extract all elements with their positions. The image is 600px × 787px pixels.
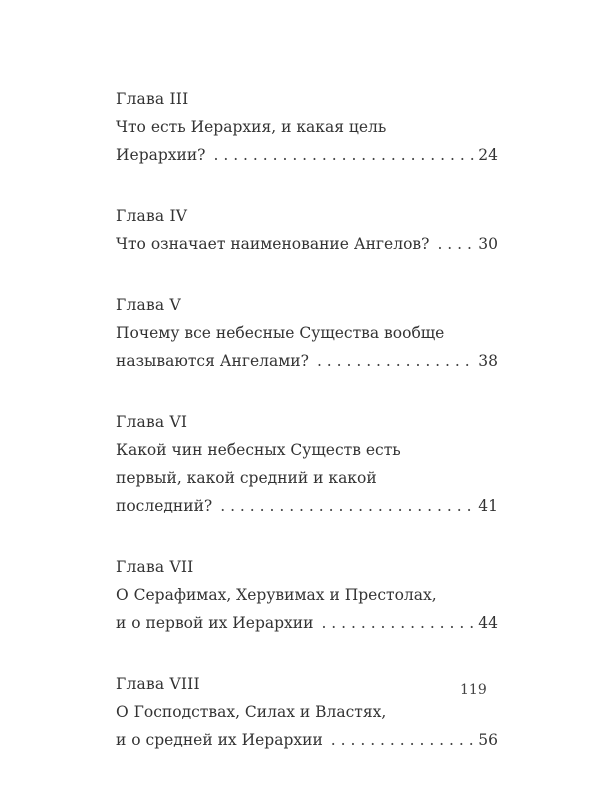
chapter-heading: Глава VI	[116, 413, 188, 431]
dot-leader	[437, 230, 476, 258]
chapter-title-last-line	[116, 230, 498, 258]
chapter-title-last-line	[116, 492, 498, 520]
page-number: 30	[478, 235, 498, 253]
toc-entry-chapter-7	[116, 553, 498, 637]
chapter-title-text: и о средней их Иерархии	[116, 731, 323, 749]
page-number: 44	[478, 614, 498, 632]
page-number: 38	[478, 352, 498, 370]
page-number: 56	[478, 731, 498, 749]
chapter-title-text: называются Ангелами?	[116, 352, 309, 370]
chapter-title-line: О Господствах, Силах и Властях,	[116, 703, 387, 721]
toc-entry-chapter-8	[116, 670, 498, 754]
chapter-title-line: Почему все небесные Существа вообще	[116, 324, 445, 342]
dot-leader	[321, 609, 476, 637]
dot-leader	[220, 492, 476, 520]
chapter-title-last-line	[116, 347, 498, 375]
chapter-title-line: первый, какой средний и какой	[116, 469, 377, 487]
chapter-heading: Глава VII	[116, 558, 194, 576]
chapter-title-line: Что есть Иерархия, и какая цель	[116, 118, 387, 136]
chapter-heading: Глава VIII	[116, 675, 200, 693]
chapter-heading: Глава III	[116, 90, 189, 108]
page-number: 24	[478, 146, 498, 164]
chapter-title-last-line	[116, 141, 498, 169]
toc-entry-chapter-5	[116, 291, 498, 375]
chapter-title-text: последний?	[116, 497, 213, 515]
table-of-contents	[116, 85, 498, 787]
dot-leader	[317, 347, 476, 375]
toc-entry-chapter-4	[116, 202, 498, 258]
page-number: 41	[478, 497, 498, 515]
dot-leader	[214, 141, 477, 169]
chapter-title-text: и о первой их Иерархии	[116, 614, 314, 632]
toc-entry-chapter-3	[116, 85, 498, 169]
toc-entry-chapter-6	[116, 408, 498, 520]
chapter-heading: Глава IV	[116, 207, 188, 225]
chapter-title-text: Иерархии?	[116, 146, 206, 164]
chapter-title-line: О Серафимах, Херувимах и Престолах,	[116, 586, 437, 604]
chapter-heading: Глава V	[116, 296, 181, 314]
page-folio-number: 119	[460, 682, 487, 698]
chapter-title-last-line	[116, 609, 498, 637]
chapter-title-line: Какой чин небесных Существ есть	[116, 441, 401, 459]
chapter-title-text: Что означает наименование Ангелов?	[116, 235, 430, 253]
